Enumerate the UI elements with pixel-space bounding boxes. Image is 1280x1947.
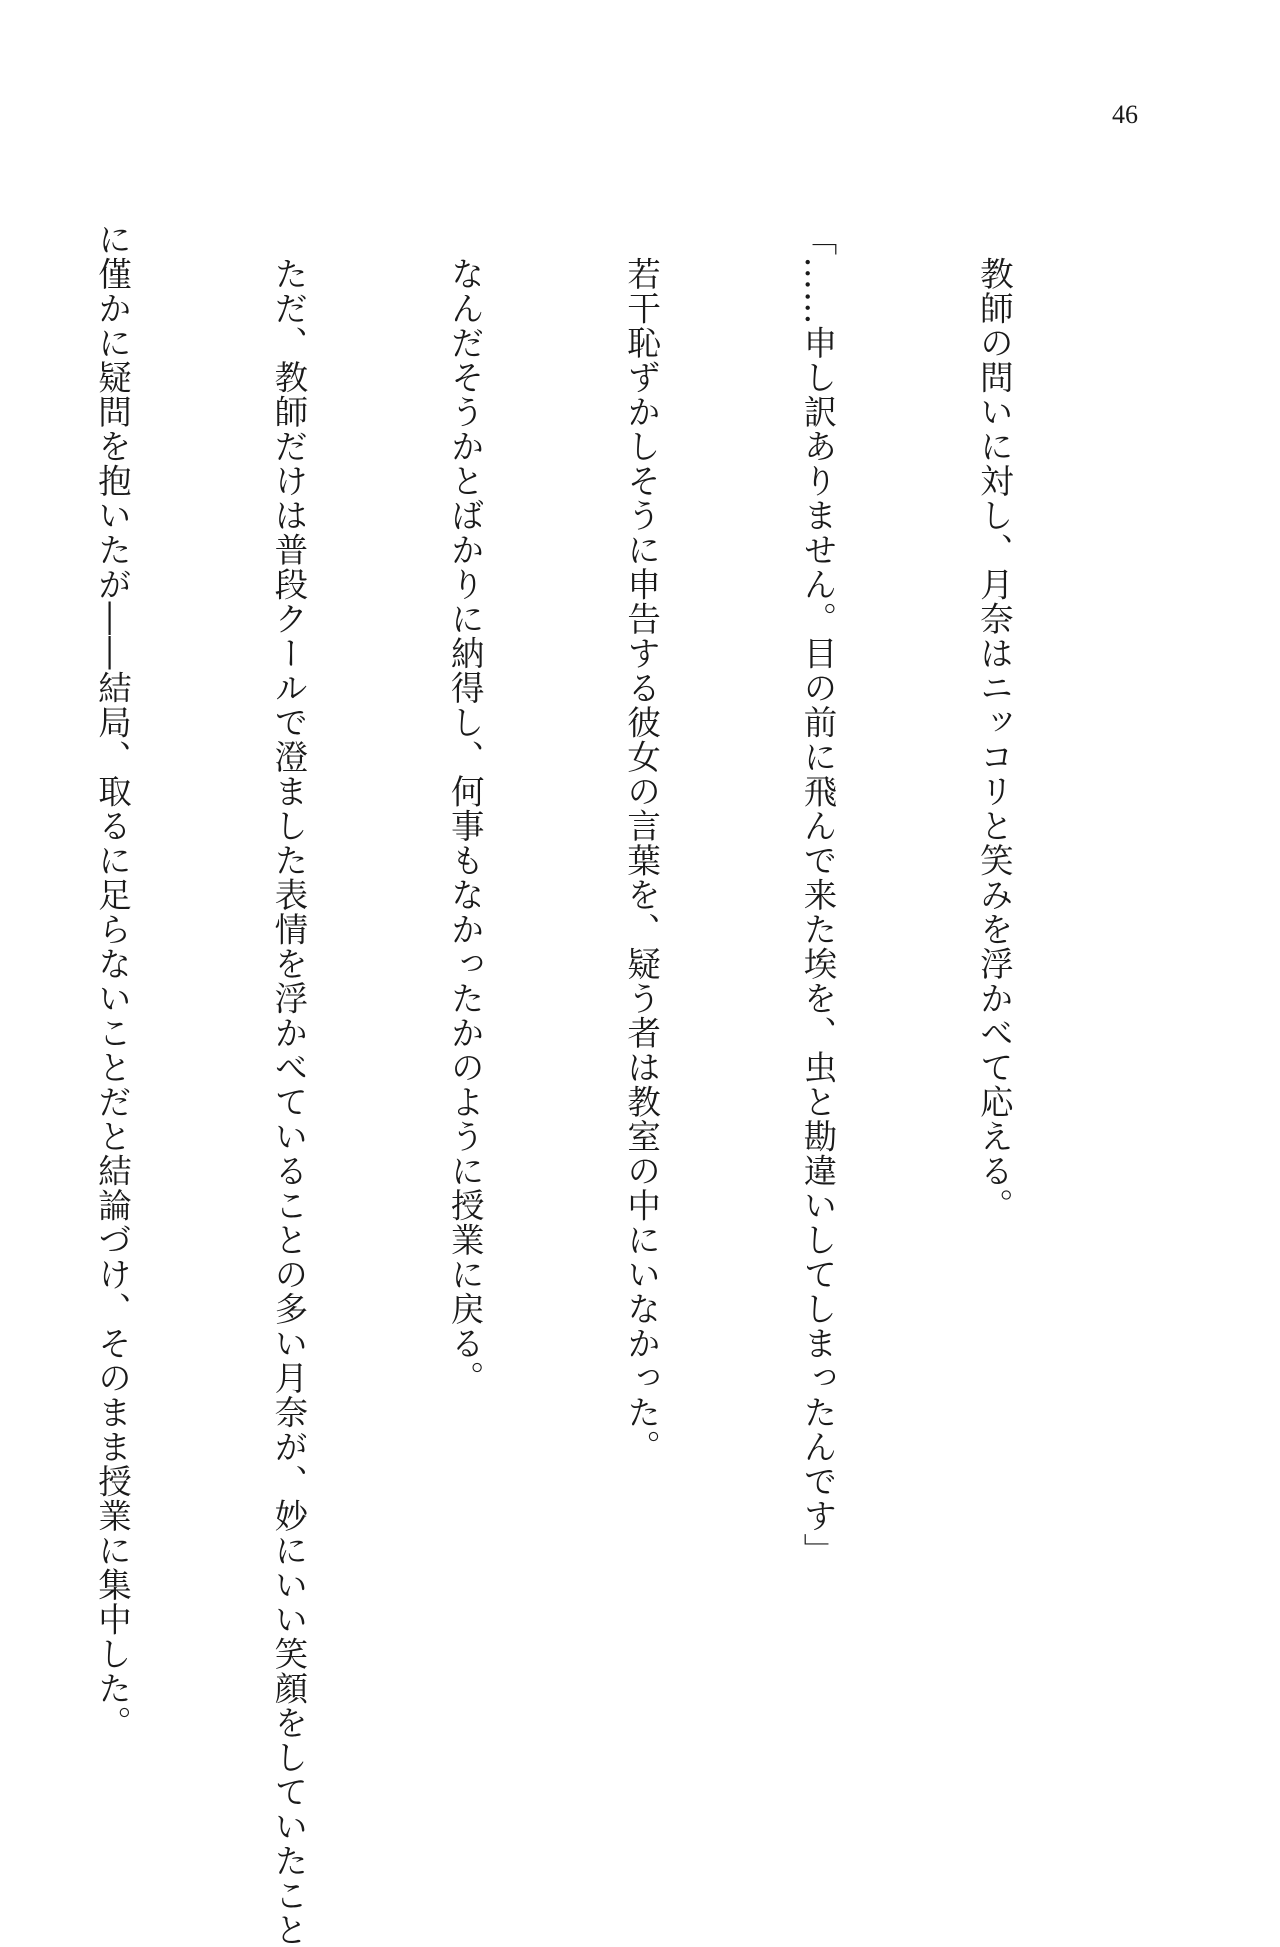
text-line: なんだそうかとばかりに納得し、何事もなかったかのように授業に戻る。 [445, 222, 485, 1395]
page-number: 46 [1112, 100, 1138, 129]
text-line: 教師の問いに対し、月奈はニッコリと笑みを浮かべて応える。 [974, 222, 1014, 1223]
vertical-body-text [0, 222, 1140, 1947]
text-line: 若干恥ずかしそうに申告する彼女の言葉を、疑う者は教室の中にいなかった。 [621, 222, 661, 1464]
text-line: ただ、教師だけは普段クールで澄ました表情を浮かべていることの多い月奈が、妙にいい笑顔をしていたこと [268, 222, 308, 1947]
text-line: 「……申し訳ありません。目の前に飛んで来た埃を、虫と勘違いしてしまったんです」 [798, 222, 838, 1568]
text-line: に僅かに疑問を抱いたが――結局、取るに足らないことだと結論づけ、そのまま授業に集中した。 [92, 222, 132, 1740]
